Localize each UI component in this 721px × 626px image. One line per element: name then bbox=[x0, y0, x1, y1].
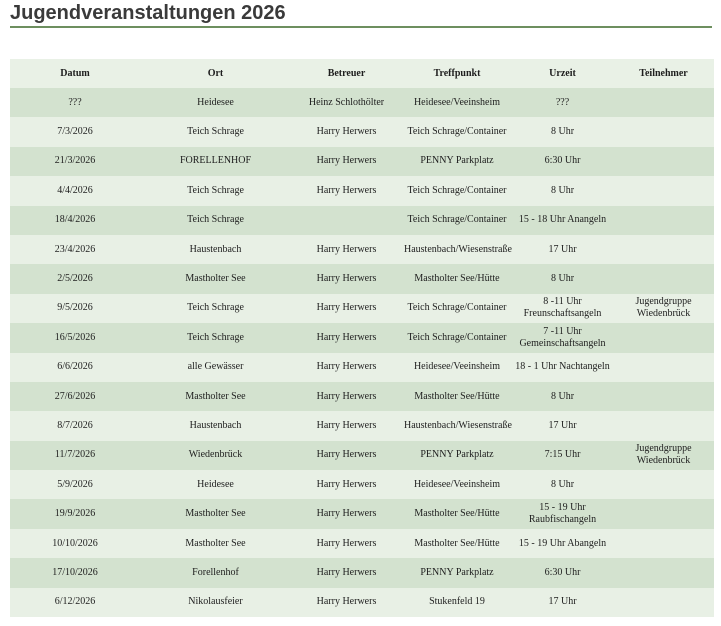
table-row bbox=[10, 88, 714, 117]
cell-datum: 7/3/2026 bbox=[57, 126, 93, 138]
table-row bbox=[10, 411, 714, 440]
cell-betreuer: Harry Herwers bbox=[316, 478, 377, 490]
cell-datum: 23/4/2026 bbox=[54, 243, 96, 255]
cell-ort: Heidesee bbox=[197, 96, 234, 108]
table-row bbox=[10, 382, 714, 411]
cell-ort: FORELLENHOF bbox=[179, 155, 252, 167]
table-row bbox=[10, 353, 714, 382]
title-divider bbox=[10, 26, 712, 28]
cell-betreuer: Harry Herwers bbox=[316, 126, 377, 138]
cell-betreuer: Harry Herwers bbox=[316, 302, 377, 314]
cell-ort: Teich Schrage bbox=[187, 214, 244, 226]
cell-treffpunkt: PENNY Parkplatz bbox=[420, 449, 494, 461]
cell-teilnehmer bbox=[613, 499, 714, 528]
events-table bbox=[10, 59, 714, 617]
cell-betreuer: Harry Herwers bbox=[316, 596, 377, 608]
cell-teilnehmer bbox=[613, 264, 714, 293]
cell-ort: Forellenhof bbox=[192, 566, 239, 578]
cell-datum: 2/5/2026 bbox=[57, 273, 93, 285]
cell-ort: Haustenbach bbox=[189, 419, 242, 431]
cell-urzeit: 6:30 Uhr bbox=[544, 155, 581, 167]
cell-treffpunkt: Teich Schrage/Container bbox=[407, 331, 507, 343]
cell-ort: Teich Schrage bbox=[187, 184, 244, 196]
cell-treffpunkt: Haustenbach/Wiesenstraße bbox=[404, 243, 512, 255]
cell-treffpunkt: Haustenbach/Wiesenstraße bbox=[404, 419, 512, 431]
table-row bbox=[10, 117, 714, 146]
cell-datum: ??? bbox=[68, 96, 82, 108]
cell-teilnehmer bbox=[613, 382, 714, 411]
cell-teilnehmer bbox=[613, 558, 714, 587]
cell-ort: Mastholter See bbox=[185, 273, 246, 285]
cell-urzeit: 15 - 19 Uhr Abangeln bbox=[518, 537, 607, 549]
cell-urzeit: 6:30 Uhr bbox=[544, 566, 581, 578]
table-row bbox=[10, 235, 714, 264]
cell-urzeit: 17 Uhr bbox=[548, 596, 577, 608]
table-row bbox=[10, 176, 714, 205]
cell-datum: 18/4/2026 bbox=[54, 214, 96, 226]
cell-teilnehmer bbox=[613, 470, 714, 499]
cell-betreuer: Harry Herwers bbox=[316, 243, 377, 255]
cell-urzeit: 8 Uhr bbox=[550, 478, 575, 490]
cell-datum: 19/9/2026 bbox=[54, 508, 96, 520]
cell-datum: 6/6/2026 bbox=[57, 361, 93, 373]
table-row bbox=[10, 441, 714, 470]
table-header-row bbox=[10, 59, 714, 88]
cell-teilnehmer bbox=[613, 588, 714, 617]
cell-ort: Nikolausfeier bbox=[188, 596, 243, 608]
cell-ort: Mastholter See bbox=[185, 508, 246, 520]
table-row bbox=[10, 323, 714, 352]
cell-treffpunkt: Stukenfeld 19 bbox=[429, 596, 485, 608]
cell-urzeit: 8 Uhr bbox=[550, 390, 575, 402]
cell-teilnehmer bbox=[613, 353, 714, 382]
cell-datum: 10/10/2026 bbox=[52, 537, 98, 549]
cell-ort: Teich Schrage bbox=[187, 302, 244, 314]
cell-treffpunkt: Teich Schrage/Container bbox=[407, 126, 507, 138]
cell-treffpunkt: Heidesee/Veeinsheim bbox=[413, 96, 501, 108]
cell-ort: alle Gewässer bbox=[187, 361, 244, 373]
cell-betreuer: Harry Herwers bbox=[316, 390, 377, 402]
cell-ort: Teich Schrage bbox=[187, 126, 244, 138]
cell-teilnehmer: Jugendgruppe Wiedenbrück bbox=[635, 296, 692, 320]
cell-ort: Mastholter See bbox=[185, 537, 246, 549]
cell-ort: Haustenbach bbox=[189, 243, 242, 255]
cell-urzeit: 7:15 Uhr bbox=[544, 449, 581, 461]
cell-betreuer: Harry Herwers bbox=[316, 566, 377, 578]
cell-ort: Mastholter See bbox=[185, 390, 246, 402]
table-row bbox=[10, 588, 714, 617]
cell-teilnehmer: Jugendgruppe Wiedenbrück bbox=[635, 443, 692, 467]
cell-urzeit: ??? bbox=[555, 96, 570, 108]
cell-betreuer bbox=[291, 206, 402, 235]
table-body bbox=[10, 88, 714, 617]
table-row bbox=[10, 147, 714, 176]
cell-betreuer: Harry Herwers bbox=[316, 449, 377, 461]
cell-datum: 4/4/2026 bbox=[57, 184, 93, 196]
table-row bbox=[10, 499, 714, 528]
cell-ort: Wiedenbrück bbox=[188, 449, 243, 461]
cell-treffpunkt: Teich Schrage/Container bbox=[407, 184, 507, 196]
cell-teilnehmer bbox=[613, 529, 714, 558]
cell-urzeit: 7 -11 Uhr Gemeinschaftsangeln bbox=[519, 325, 606, 349]
table-row bbox=[10, 206, 714, 235]
header-treffpunkt: Treffpunkt bbox=[433, 67, 481, 79]
cell-urzeit: 8 Uhr bbox=[550, 184, 575, 196]
cell-datum: 8/7/2026 bbox=[57, 419, 93, 431]
cell-treffpunkt: Heidesee/Veeinsheim bbox=[413, 361, 501, 373]
cell-betreuer: Harry Herwers bbox=[316, 419, 377, 431]
cell-datum: 27/6/2026 bbox=[54, 390, 96, 402]
cell-treffpunkt: Mastholter See/Hütte bbox=[414, 508, 500, 520]
page-title: Jugendveranstaltungen 2026 bbox=[10, 2, 286, 24]
cell-teilnehmer bbox=[613, 323, 714, 352]
cell-treffpunkt: Mastholter See/Hütte bbox=[414, 537, 500, 549]
cell-datum: 11/7/2026 bbox=[54, 449, 96, 461]
cell-teilnehmer bbox=[613, 176, 714, 205]
header-ort: Ort bbox=[207, 67, 224, 79]
cell-ort: Teich Schrage bbox=[187, 331, 244, 343]
cell-treffpunkt: Mastholter See/Hütte bbox=[414, 273, 500, 285]
cell-betreuer: Harry Herwers bbox=[316, 361, 377, 373]
cell-teilnehmer bbox=[613, 235, 714, 264]
cell-treffpunkt: Teich Schrage/Container bbox=[407, 302, 507, 314]
cell-teilnehmer bbox=[613, 147, 714, 176]
cell-ort: Heidesee bbox=[197, 478, 234, 490]
header-teilnehmer: Teilnehmer bbox=[639, 67, 688, 79]
cell-betreuer: Heinz Schlothölter bbox=[308, 96, 385, 108]
table-row bbox=[10, 470, 714, 499]
table-row bbox=[10, 294, 714, 323]
table-row bbox=[10, 264, 714, 293]
cell-urzeit: 18 - 1 Uhr Nachtangeln bbox=[515, 361, 610, 373]
cell-treffpunkt: PENNY Parkplatz bbox=[420, 155, 494, 167]
cell-betreuer: Harry Herwers bbox=[316, 508, 377, 520]
cell-urzeit: 15 - 19 Uhr Raubfischangeln bbox=[528, 502, 597, 526]
header-urzeit: Urzeit bbox=[549, 67, 576, 79]
cell-urzeit: 17 Uhr bbox=[548, 243, 577, 255]
table-row bbox=[10, 529, 714, 558]
cell-datum: 5/9/2026 bbox=[57, 478, 93, 490]
header-betreuer: Betreuer bbox=[327, 67, 366, 79]
cell-treffpunkt: PENNY Parkplatz bbox=[420, 566, 494, 578]
cell-urzeit: 17 Uhr bbox=[548, 419, 577, 431]
table-row bbox=[10, 558, 714, 587]
cell-betreuer: Harry Herwers bbox=[316, 155, 377, 167]
cell-betreuer: Harry Herwers bbox=[316, 184, 377, 196]
cell-datum: 17/10/2026 bbox=[52, 566, 98, 578]
cell-treffpunkt: Heidesee/Veeinsheim bbox=[413, 478, 501, 490]
cell-teilnehmer bbox=[613, 88, 714, 117]
cell-teilnehmer bbox=[613, 206, 714, 235]
cell-betreuer: Harry Herwers bbox=[316, 537, 377, 549]
cell-datum: 16/5/2026 bbox=[54, 331, 96, 343]
cell-urzeit: 15 - 18 Uhr Anangeln bbox=[518, 214, 607, 226]
cell-betreuer: Harry Herwers bbox=[316, 331, 377, 343]
header-datum: Datum bbox=[60, 67, 90, 79]
cell-teilnehmer bbox=[613, 117, 714, 146]
cell-treffpunkt: Mastholter See/Hütte bbox=[414, 390, 500, 402]
cell-urzeit: 8 -11 Uhr Freunschaftsangeln bbox=[523, 296, 602, 320]
cell-teilnehmer bbox=[613, 411, 714, 440]
cell-urzeit: 8 Uhr bbox=[550, 126, 575, 138]
cell-betreuer: Harry Herwers bbox=[316, 273, 377, 285]
cell-datum: 21/3/2026 bbox=[54, 155, 96, 167]
cell-datum: 6/12/2026 bbox=[54, 596, 96, 608]
cell-urzeit: 8 Uhr bbox=[550, 273, 575, 285]
cell-treffpunkt: Teich Schrage/Container bbox=[407, 214, 507, 226]
cell-datum: 9/5/2026 bbox=[57, 302, 93, 314]
